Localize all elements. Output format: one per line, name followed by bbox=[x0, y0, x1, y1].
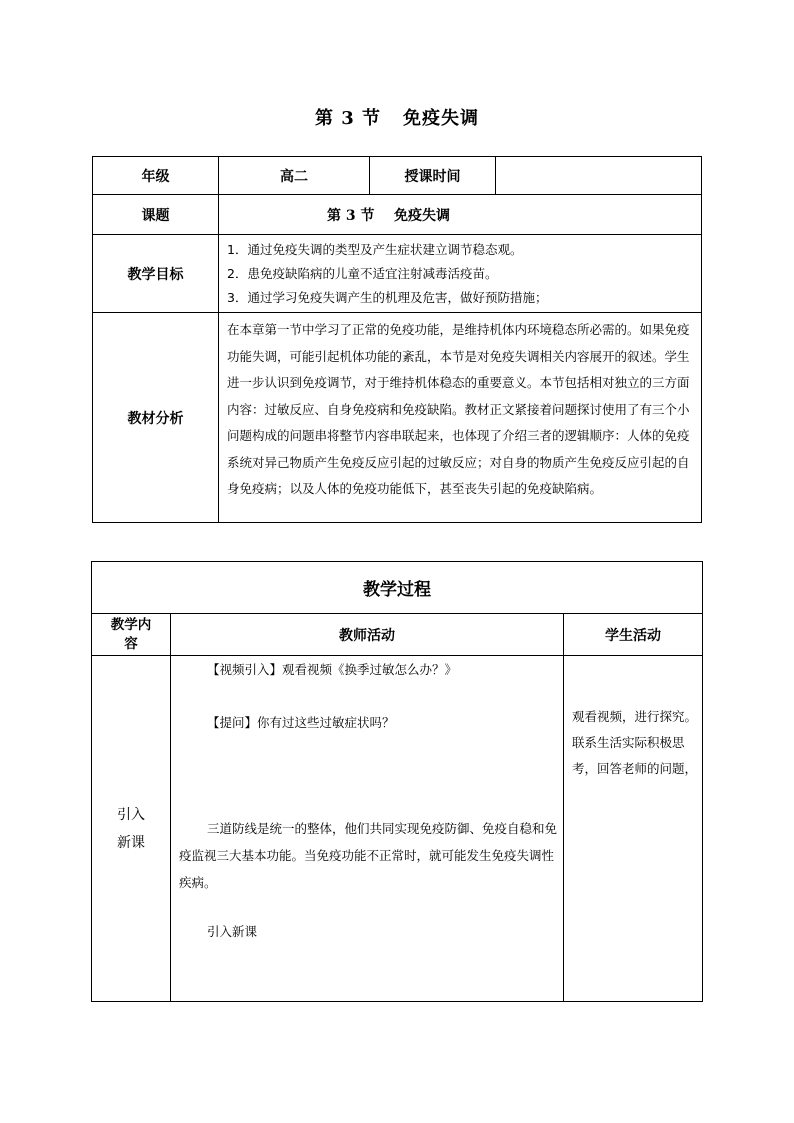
teacher-paragraph: 三道防线是统一的整体，他们共同实现免疫防御、免疫自稳和免疫监视三大基本功能。当免疫功能不正常时，就可能发生免疫失调性疾病。 bbox=[179, 821, 558, 890]
col-header-student: 学生活动 bbox=[564, 614, 703, 656]
goal-item: 2．患免疫缺陷病的儿童不适宜注射减毒活疫苗。 bbox=[227, 265, 498, 281]
analysis-label: 教材分析 bbox=[93, 313, 219, 523]
lesson-info-table bbox=[92, 156, 702, 523]
teacher-activity-cell bbox=[171, 656, 564, 1002]
topic-value: 第 3 节 免疫失调 bbox=[219, 195, 702, 235]
topic-label: 课题 bbox=[93, 195, 219, 235]
goals-list bbox=[219, 235, 702, 313]
teaching-process-table bbox=[91, 561, 703, 1002]
teacher-video-intro: 【视频引入】观看视频《换季过敏怎么办？》 bbox=[207, 662, 458, 677]
col-header-teacher: 教师活动 bbox=[171, 614, 564, 656]
grade-value: 高二 bbox=[219, 157, 370, 195]
time-label: 授课时间 bbox=[370, 157, 496, 195]
process-title: 教学过程 bbox=[92, 562, 703, 614]
teacher-question: 【提问】你有过这些过敏症状吗？ bbox=[207, 715, 395, 730]
section-number: 第 3 节 bbox=[314, 108, 382, 129]
goal-item: 3．通过学习免疫失调产生的机理及危害，做好预防措施； bbox=[227, 289, 548, 305]
col-header-content: 教学内容 bbox=[92, 614, 171, 656]
goals-label: 教学目标 bbox=[93, 235, 219, 313]
row-label-intro: 引入新课 bbox=[92, 656, 171, 1002]
student-activity: 观看视频，进行探究。联系生活实际积极思考，回答老师的问题， bbox=[564, 656, 703, 1002]
section-name: 免疫失调 bbox=[403, 108, 480, 129]
goal-item: 1．通过免疫失调的类型及产生症状建立调节稳态观。 bbox=[227, 241, 523, 257]
analysis-text: 在本章第一节中学习了正常的免疫功能，是维持机体内环境稳态所必需的。如果免疫功能失调，可能引起机体功能的紊乱，本节是对免疫失调相关内容展开的叙述。学生进一步认识到免疫调节，对于维持机体稳态的重要意义。本节包括相对独立的三方面内容：过敏反应、自身免疫病和免疫缺陷。教材正文紧接着问题探讨使用了有三个小问题构成的问题串将整节内容串联起来，也体现了介绍三者的逻辑顺序：人体的免疫系统对异己物质产生免疫反应引起的过敏反应；对自身的物质产生免疫反应引起的自身免疫病；以及人体的免疫功能低下，甚至丧失引起的免疫缺陷病。 bbox=[219, 313, 702, 523]
time-value bbox=[496, 157, 702, 195]
teacher-intro-new-lesson: 引入新课 bbox=[207, 924, 258, 939]
grade-label: 年级 bbox=[93, 157, 219, 195]
page-title bbox=[0, 104, 794, 130]
